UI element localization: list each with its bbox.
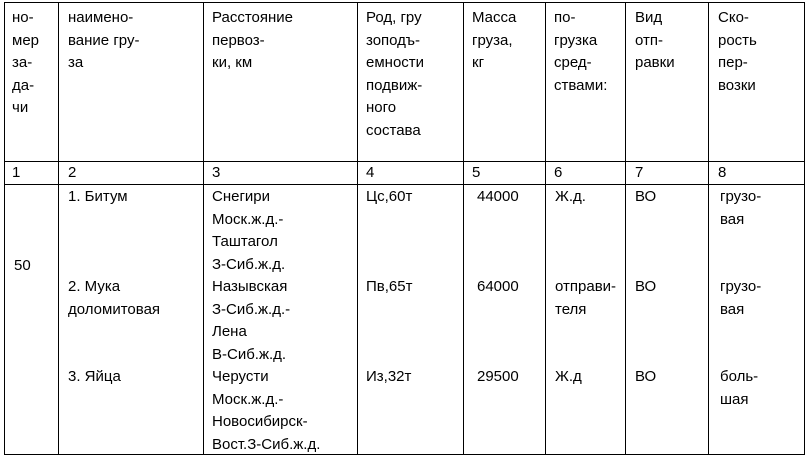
cell-line: грузо-: [720, 188, 762, 205]
header-cargo-mass: [472, 7, 516, 75]
cell-line: Моск.ж.д.-: [212, 390, 284, 408]
col-border: [463, 2, 464, 455]
cell-line: Таштагол: [212, 233, 278, 251]
header-loading-means: [554, 7, 607, 97]
col-border: [58, 2, 59, 455]
header-line: ки, км: [212, 54, 253, 72]
cell-line: 2. Мука: [68, 278, 121, 295]
header-distance: [212, 7, 293, 75]
header-line: ного: [366, 99, 397, 117]
header-line: Ско-: [718, 9, 749, 26]
header-line: емности: [366, 54, 425, 72]
loading-cell: [555, 186, 586, 209]
cell-line: Вост.З-Сиб.ж.д.: [212, 435, 321, 453]
col-border: [708, 2, 709, 455]
col-border: [545, 2, 546, 455]
cell-line: отправи-: [555, 278, 617, 295]
dispatch-cell: ВО: [635, 368, 657, 385]
cargo-name-cell: [68, 276, 160, 321]
col-border: [4, 2, 5, 455]
numbers-bottom-line: [4, 184, 805, 185]
col-border: [804, 2, 805, 455]
cell-line: вая: [720, 300, 745, 318]
table-border-top: [4, 2, 805, 3]
wagon-cell: Цс,60т: [366, 188, 413, 205]
mass-cell: 64000: [477, 278, 519, 295]
header-line: сред-: [554, 54, 592, 72]
cell-line: Моск.ж.д.-: [212, 210, 284, 228]
header-line: возки: [718, 76, 756, 94]
header-line: да-: [12, 76, 35, 94]
column-number: 5: [472, 164, 481, 181]
cell-line: боль-: [720, 368, 759, 385]
header-line: за-: [12, 54, 33, 72]
header-wagon-type: [366, 7, 424, 143]
dispatch-cell: ВО: [635, 278, 657, 295]
header-line: Расстояние: [212, 9, 294, 26]
cargo-table: [4, 2, 805, 455]
cell-line: Лена: [212, 323, 247, 341]
cell-line: Новосибирск-: [212, 413, 308, 431]
cell-line: 1. Битум: [68, 188, 128, 205]
header-line: наимено-: [68, 9, 134, 26]
cell-line: Ж.д: [555, 368, 582, 385]
column-number: 2: [68, 164, 77, 181]
header-line: зоподъ-: [366, 31, 420, 49]
col-border: [357, 2, 358, 455]
table-border-bottom: [4, 454, 805, 455]
header-line: равки: [635, 54, 675, 72]
cell-line: З-Сиб.ж.д.-: [212, 300, 291, 318]
cell-line: теля: [555, 300, 587, 318]
column-number: 4: [366, 164, 375, 181]
header-line: рость: [718, 31, 757, 49]
speed-cell: [720, 186, 761, 231]
header-line: мер: [12, 31, 39, 49]
column-number: 6: [554, 164, 563, 181]
cell-line: З-Сиб.ж.д.: [212, 255, 286, 273]
header-transport-speed: [718, 7, 757, 97]
column-number: 7: [635, 164, 644, 181]
dispatch-cell: ВО: [635, 188, 657, 205]
loading-cell: [555, 276, 616, 321]
cell-line: грузо-: [720, 278, 762, 295]
header-line: Род, гру: [366, 9, 422, 26]
cell-line: Ж.д.: [555, 188, 586, 205]
header-line: Вид: [635, 9, 663, 26]
header-line: за: [68, 54, 84, 72]
column-number: 8: [718, 164, 727, 181]
mass-cell: 44000: [477, 188, 519, 205]
wagon-cell: Пв,65т: [366, 278, 413, 295]
col-border: [625, 2, 626, 455]
distance-cell: [212, 276, 290, 366]
column-number: 3: [212, 164, 221, 181]
header-task-number: [12, 7, 39, 120]
cargo-name-cell: [68, 366, 121, 389]
distance-cell: [212, 186, 285, 276]
cell-line: Черусти: [212, 368, 269, 385]
cell-line: вая: [720, 210, 745, 228]
header-cargo-name: [68, 7, 139, 75]
header-line: Масса: [472, 9, 517, 26]
cell-line: В-Сиб.ж.д.: [212, 345, 287, 363]
cell-line: доломитовая: [68, 300, 161, 318]
header-bottom-line: [4, 161, 805, 162]
header-line: вание гру-: [68, 31, 140, 49]
cell-line: шая: [720, 390, 749, 408]
distance-cell: [212, 366, 320, 456]
header-line: но-: [12, 9, 34, 26]
cell-line: 3. Яйца: [68, 368, 121, 385]
header-line: кг: [472, 54, 485, 72]
header-line: ствами:: [554, 76, 608, 94]
cell-line: Назывская: [212, 278, 288, 295]
header-line: чи: [12, 99, 29, 117]
header-line: пер-: [718, 54, 748, 72]
wagon-cell: Из,32т: [366, 368, 412, 385]
header-line: отп-: [635, 31, 664, 49]
speed-cell: [720, 276, 761, 321]
mass-cell: 29500: [477, 368, 519, 385]
loading-cell: [555, 366, 582, 389]
column-number: 1: [12, 164, 21, 181]
col-border: [203, 2, 204, 455]
header-line: грузка: [554, 31, 598, 49]
task-number-value: 50: [14, 257, 31, 274]
cargo-name-cell: [68, 186, 128, 209]
header-line: по-: [554, 9, 576, 26]
speed-cell: [720, 366, 758, 411]
header-line: состава: [366, 121, 421, 139]
header-line: подвиж-: [366, 76, 423, 94]
cell-line: Снегири: [212, 188, 271, 205]
header-line: первоз-: [212, 31, 265, 49]
header-line: груза,: [472, 31, 513, 49]
header-dispatch-type: [635, 7, 675, 75]
